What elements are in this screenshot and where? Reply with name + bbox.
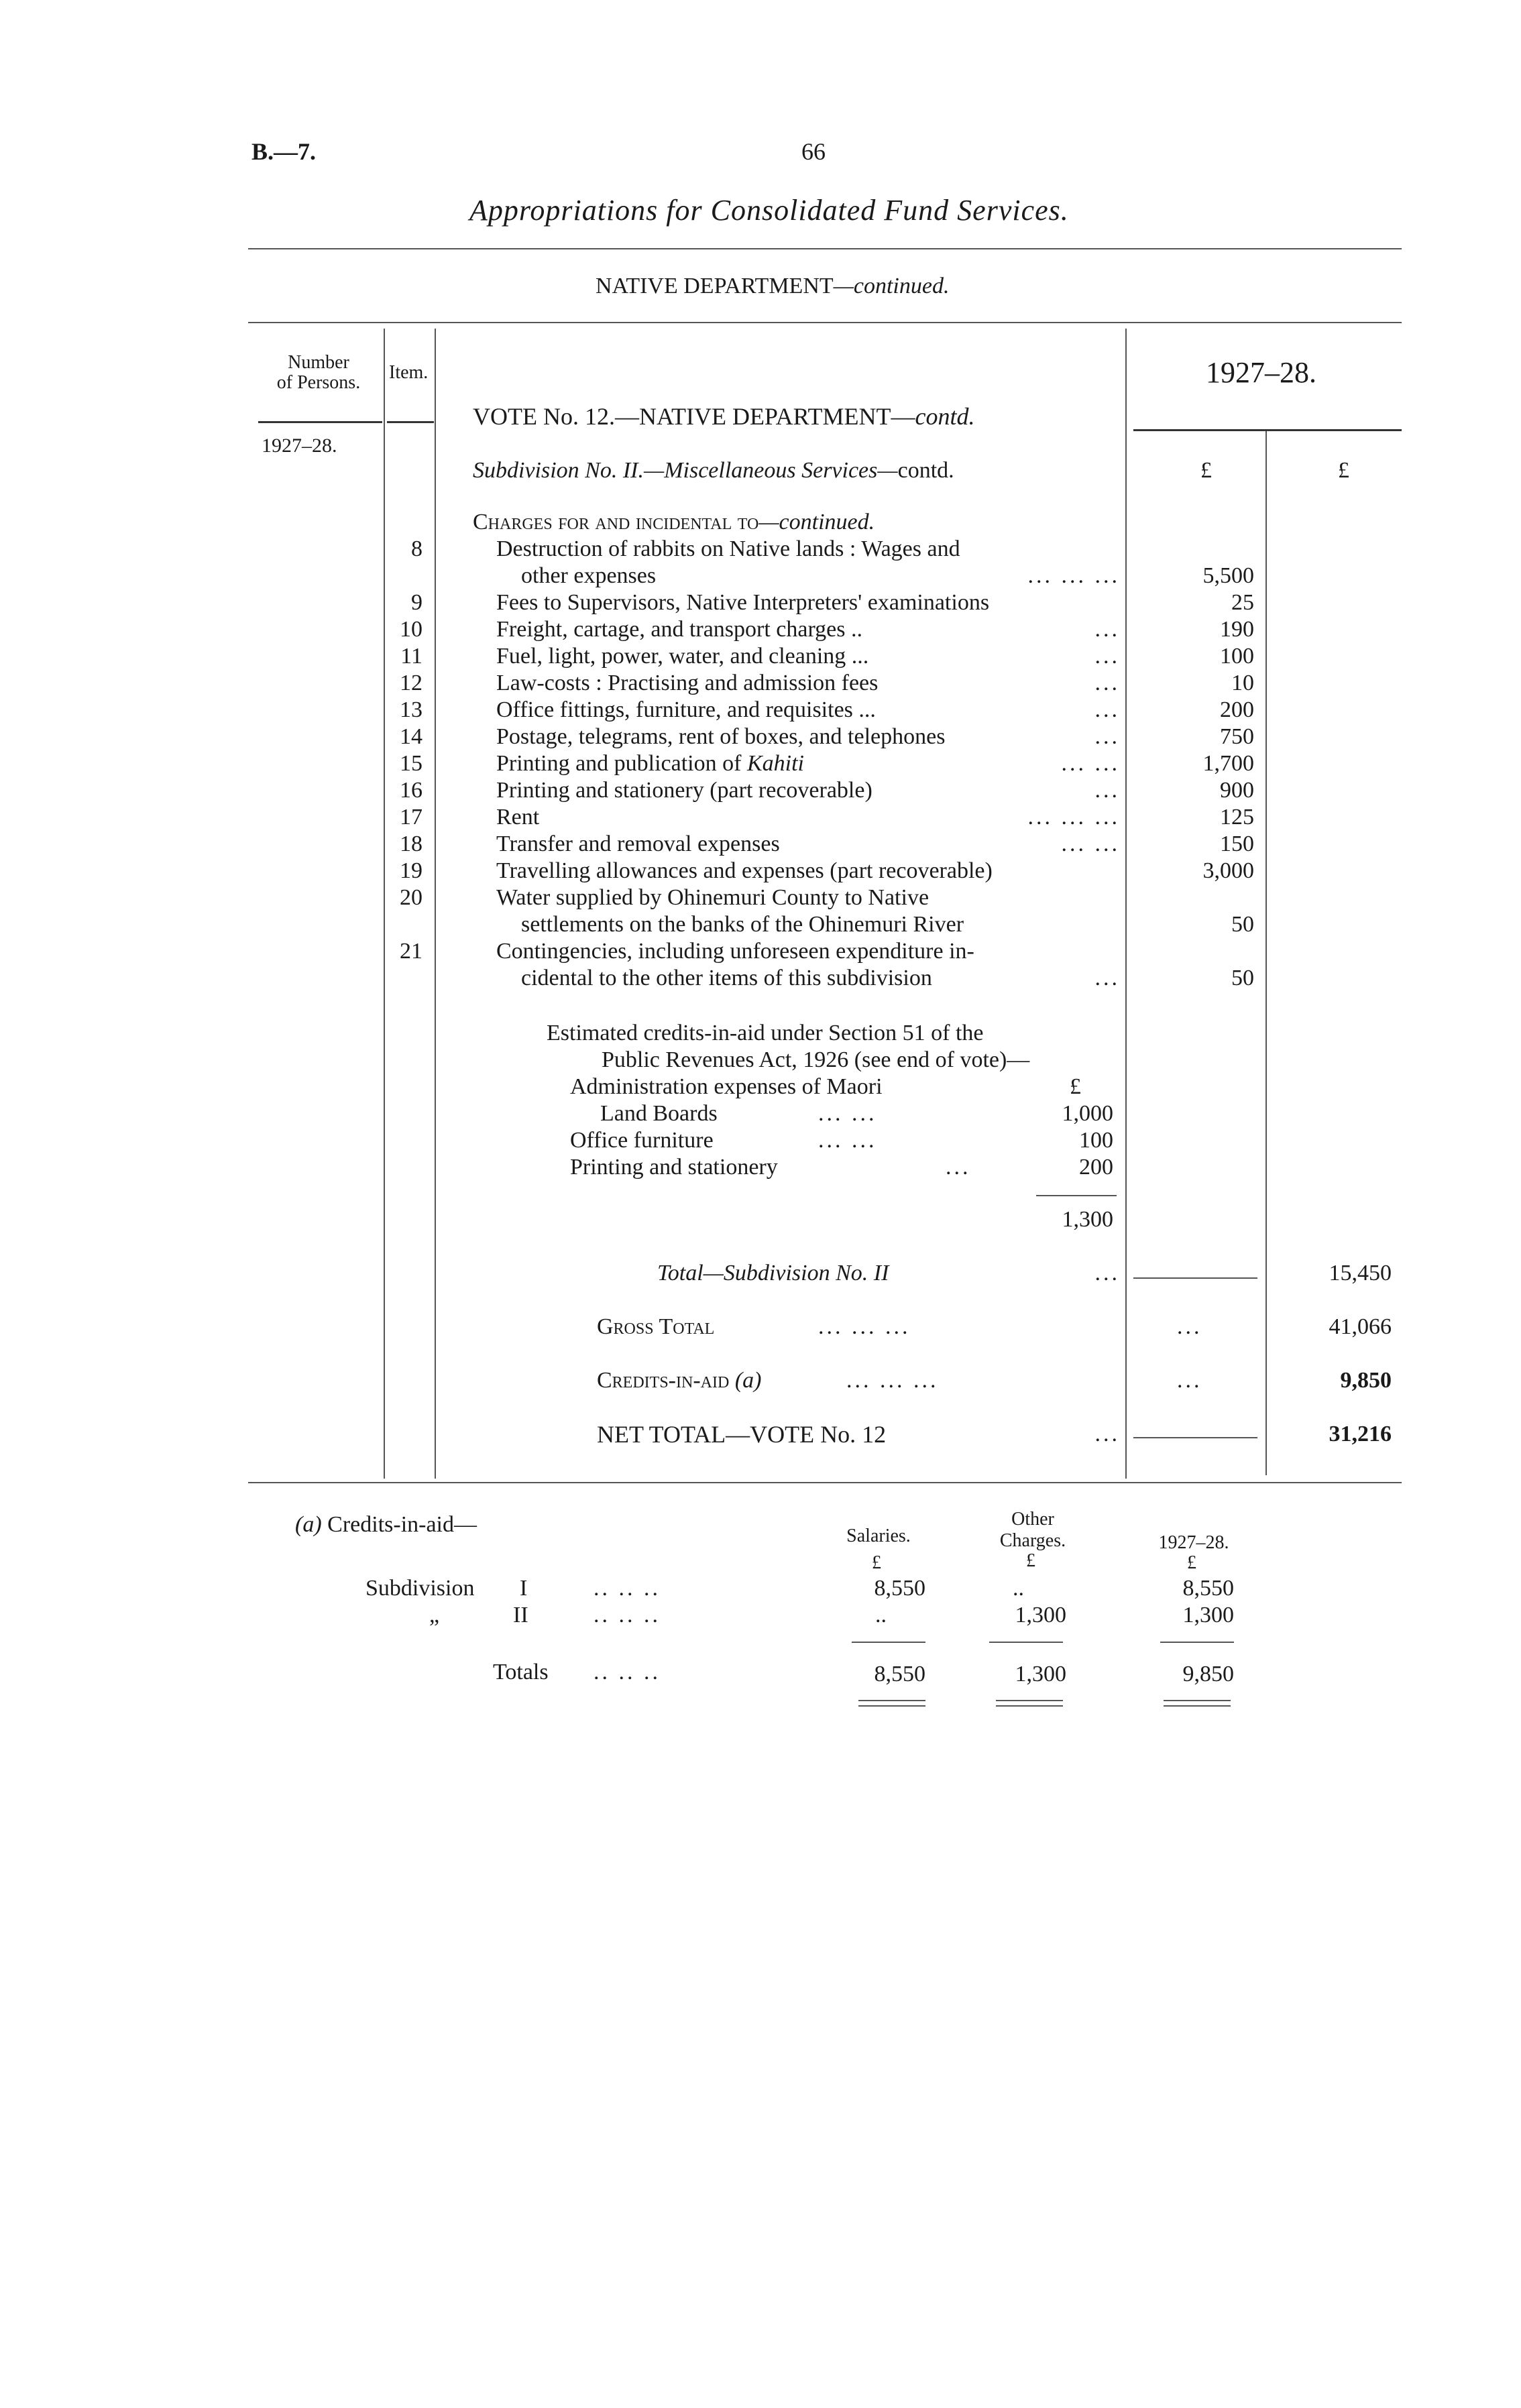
page-title: Appropriations for Consolidated Fund Services.	[469, 194, 1069, 227]
item-leader-dots: ...	[1094, 617, 1120, 642]
footnote-row-label: „	[429, 1603, 440, 1627]
item-description-cont: cidental to the other items of this subdivision	[521, 966, 932, 990]
footnote-totals-label: Totals	[493, 1660, 549, 1684]
item-description: Printing and stationery (part recoverable)	[496, 778, 872, 803]
footnote-totals-salaries: 8,550	[874, 1662, 925, 1686]
item-description: Contingencies, including unforeseen expenditure in-	[496, 939, 974, 964]
table-top-rule	[248, 322, 1402, 323]
item-description: Fees to Supervisors, Native Interpreters' examinations	[496, 590, 990, 615]
credits-sum-rule	[1036, 1195, 1117, 1196]
item-amount: 750	[1220, 724, 1254, 749]
item-description: Postage, telegrams, rent of boxes, and telephones	[496, 724, 946, 749]
footnote-title-text: Credits-in-aid—	[327, 1512, 477, 1537]
year-column-header: 1927–28.	[1206, 356, 1316, 389]
department-continued: —continued.	[833, 274, 950, 298]
item-header-rule	[387, 421, 434, 423]
footnote-row-roman: II	[513, 1603, 528, 1627]
item-amount: 50	[1231, 966, 1254, 990]
credits-estimate-line1: Estimated credits-in-aid under Section 51 of the	[547, 1021, 984, 1045]
item-description: Law-costs : Practising and admission fees	[496, 671, 879, 695]
item-leader-dots: ...	[1094, 697, 1120, 722]
gross-total-dots: ... ... ...	[818, 1314, 911, 1339]
item-description: Office fittings, furniture, and requisites ...	[496, 697, 876, 722]
page-number: 66	[801, 138, 826, 165]
footnote-row-other: 1,300	[1015, 1603, 1066, 1627]
footnote-row-salaries: 8,550	[874, 1576, 925, 1601]
credit-entry-label: Printing and stationery	[570, 1155, 778, 1180]
gross-total-label: Gross Total	[597, 1314, 715, 1339]
credits-in-aid-amount: 9,850	[1340, 1368, 1392, 1393]
item-description	[496, 751, 804, 777]
credits-pound-sign: £	[1070, 1074, 1081, 1099]
footnote-row-dots: .. .. ..	[594, 1603, 661, 1627]
item-leader-dots: ...	[1094, 671, 1120, 695]
footnote-double-rule-salaries-2	[858, 1705, 925, 1707]
gross-total-mid-dots: ...	[1177, 1314, 1202, 1339]
item-leader-dots: ...	[1094, 966, 1120, 990]
footnote-col-year: 1927–28.	[1158, 1532, 1229, 1553]
persons-year: 1927–28.	[262, 435, 337, 457]
item-amount: 25	[1231, 590, 1254, 615]
item-leader-dots: ...	[1094, 778, 1120, 803]
item-number: 19	[400, 858, 422, 883]
item-amount: 1,700	[1202, 751, 1254, 776]
item-leader-dots: ... ...	[1061, 751, 1120, 776]
footnote-double-rule-other-2	[996, 1705, 1063, 1707]
item-description: Rent	[496, 805, 540, 829]
report-reference: B.—7.	[251, 138, 317, 165]
item-amount: 190	[1220, 617, 1254, 642]
credits-in-aid-dots: ... ... ...	[846, 1368, 939, 1393]
subdivision-total-amount: 15,450	[1329, 1261, 1392, 1285]
credit-entry-label-cont: Land Boards	[600, 1101, 718, 1126]
credits-in-aid-text: Credits-in-aid	[597, 1368, 730, 1393]
footnote-pound-year: £	[1187, 1552, 1196, 1573]
item-description: Freight, cartage, and transport charges ..	[496, 617, 863, 642]
footnote-totals-total: 9,850	[1182, 1662, 1234, 1686]
net-total-dots: ...	[1094, 1422, 1120, 1446]
title-rule	[248, 248, 1402, 249]
charges-heading	[473, 510, 875, 535]
credit-entry-dots: ...	[946, 1155, 971, 1180]
credits-estimate-total: 1,300	[1062, 1207, 1113, 1232]
item-description: Transfer and removal expenses	[496, 832, 780, 856]
footnote-ref: (a)	[295, 1512, 322, 1537]
footnote-row-dots: .. .. ..	[594, 1576, 661, 1601]
credit-entry-dots: ... ...	[818, 1101, 877, 1126]
item-leader-dots: ... ... ...	[1027, 563, 1120, 588]
item-description-cont: settlements on the banks of the Ohinemuri River	[521, 912, 964, 937]
item-number: 20	[400, 885, 422, 910]
footnote-double-rule-total-2	[1164, 1705, 1231, 1707]
subdivision-title	[473, 458, 954, 483]
footnote-row-total: 1,300	[1182, 1603, 1234, 1627]
footnote-sum-rule-salaries	[852, 1642, 925, 1643]
subdivision-title-main: Subdivision No. II.—Miscellaneous Services—	[473, 458, 898, 483]
credit-entry-label: Administration expenses of Maori	[570, 1074, 883, 1099]
footnote-double-rule-salaries-1	[858, 1700, 925, 1701]
item-description-text: Printing and publication of	[496, 751, 747, 776]
item-number: 8	[411, 536, 422, 561]
persons-header-rule	[258, 421, 382, 423]
vote-title-main: VOTE No. 12.—NATIVE DEPARTMENT—	[473, 403, 915, 430]
footnote-row-other: ..	[1013, 1576, 1024, 1601]
item-amount: 5,500	[1202, 563, 1254, 588]
column-rule-persons	[384, 329, 385, 1479]
subdivision-total-label: Total—Subdivision No. II	[657, 1261, 889, 1285]
year-header-rule	[1133, 429, 1402, 431]
table-bottom-rule	[248, 1482, 1402, 1483]
footnote-row-roman: I	[520, 1576, 528, 1601]
item-amount: 10	[1231, 671, 1254, 695]
footnote-sum-rule-other	[989, 1642, 1063, 1643]
gross-total-amount: 41,066	[1329, 1314, 1392, 1339]
subdivision-title-contd: contd.	[897, 458, 954, 483]
credits-estimate-line2: Public Revenues Act, 1926 (see end of vote)—	[602, 1047, 1030, 1072]
item-number: 11	[400, 644, 422, 669]
footnote-row-total: 8,550	[1182, 1576, 1234, 1601]
credit-entry-amount: 200	[1079, 1155, 1113, 1180]
item-number: 14	[400, 724, 422, 749]
column-rule-amount	[1265, 429, 1267, 1475]
item-description: Destruction of rabbits on Native lands : Wages and	[496, 536, 960, 561]
item-amount: 200	[1220, 697, 1254, 722]
header-item: Item.	[389, 362, 429, 383]
header-number: Number	[288, 352, 349, 373]
item-description-italic: Kahiti	[746, 751, 804, 776]
vote-title-contd: contd.	[915, 403, 975, 430]
credit-entry-amount: 1,000	[1062, 1101, 1113, 1126]
pound-sign-1: £	[1200, 458, 1212, 483]
footnote-pound-other: £	[1026, 1550, 1035, 1571]
credits-in-aid-label	[597, 1368, 761, 1393]
vote-title	[473, 402, 974, 431]
item-number: 15	[400, 751, 422, 776]
item-leader-dots: ...	[1094, 644, 1120, 669]
footnote-title	[295, 1512, 477, 1538]
department-name: NATIVE DEPARTMENT	[596, 274, 834, 298]
pound-sign-2: £	[1338, 458, 1349, 483]
item-amount: 150	[1220, 832, 1254, 856]
column-rule-description	[1125, 329, 1127, 1479]
footnote-row-salaries: ..	[875, 1603, 887, 1627]
item-number: 9	[411, 590, 422, 615]
item-description: Fuel, light, power, water, and cleaning ...	[496, 644, 869, 669]
credit-entry-amount: 100	[1079, 1128, 1113, 1153]
charges-heading-continued: —continued.	[758, 510, 875, 534]
footnote-double-rule-total-1	[1164, 1700, 1231, 1701]
item-description: Travelling allowances and expenses (part recoverable)	[496, 858, 993, 883]
item-amount: 125	[1220, 805, 1254, 829]
footnote-pound-salaries: £	[872, 1552, 881, 1573]
subdivision-total-dots: ...	[1094, 1261, 1120, 1285]
footnote-col-other-1: Other	[1011, 1509, 1054, 1530]
item-amount: 3,000	[1202, 858, 1254, 883]
department-heading	[596, 274, 949, 299]
item-description-cont: other expenses	[521, 563, 657, 588]
credits-in-aid-ref: (a)	[734, 1368, 762, 1393]
item-leader-dots: ... ... ...	[1027, 805, 1120, 829]
item-description: Water supplied by Ohinemuri County to Native	[496, 885, 929, 910]
net-total-label: NET TOTAL—VOTE No. 12	[597, 1421, 887, 1448]
net-total-dash	[1133, 1437, 1257, 1438]
item-leader-dots: ...	[1094, 724, 1120, 749]
item-amount: 900	[1220, 778, 1254, 803]
item-leader-dots: ... ...	[1061, 832, 1120, 856]
item-number: 10	[400, 617, 422, 642]
credit-entry-dots: ... ...	[818, 1128, 877, 1153]
item-number: 12	[400, 671, 422, 695]
credits-in-aid-mid-dots: ...	[1177, 1368, 1202, 1393]
charges-heading-main: Charges for and incidental to	[473, 510, 759, 534]
net-total-amount: 31,216	[1329, 1422, 1392, 1446]
item-amount: 50	[1231, 912, 1254, 937]
column-rule-item	[435, 329, 436, 1479]
footnote-totals-other: 1,300	[1015, 1662, 1066, 1686]
item-number: 16	[400, 778, 422, 803]
item-number: 13	[400, 697, 422, 722]
item-amount: 100	[1220, 644, 1254, 669]
footnote-totals-dots: .. .. ..	[594, 1660, 661, 1684]
footnote-col-salaries: Salaries.	[846, 1526, 911, 1546]
item-number: 17	[400, 805, 422, 829]
footnote-double-rule-other-1	[996, 1700, 1063, 1701]
credit-entry-label: Office furniture	[570, 1128, 714, 1153]
item-number: 21	[400, 939, 422, 964]
footnote-col-other-2: Charges.	[999, 1530, 1066, 1551]
subdivision-total-dash	[1133, 1277, 1257, 1279]
header-of-persons: of Persons.	[276, 372, 361, 393]
footnote-sum-rule-total	[1160, 1642, 1234, 1643]
footnote-row-label: Subdivision	[365, 1576, 475, 1601]
item-number: 18	[400, 832, 422, 856]
